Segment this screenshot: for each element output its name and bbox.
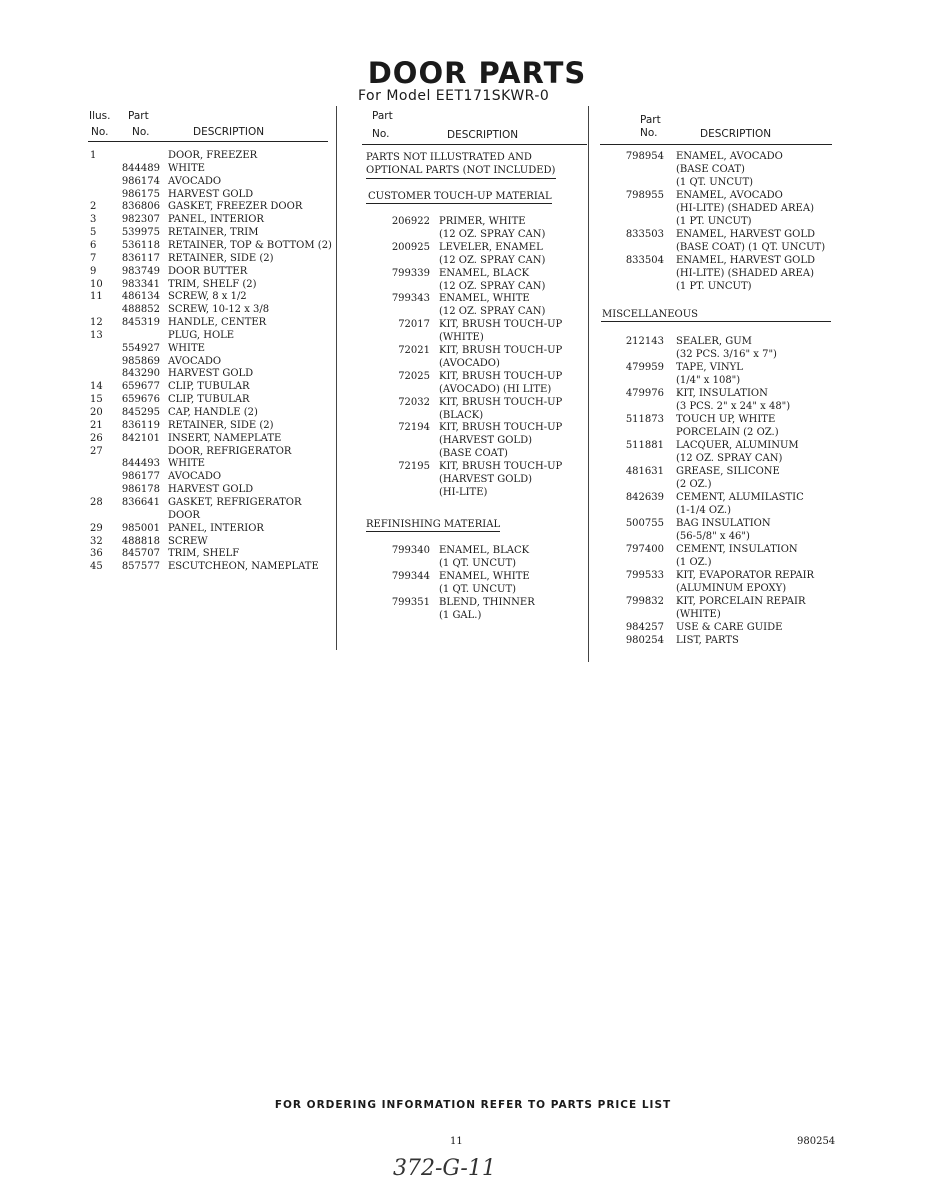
part-description: ENAMEL, HARVEST GOLD (676, 229, 815, 240)
part-description: KIT, BRUSH TOUCH-UP (439, 461, 563, 473)
part-description: (AVOCADO) (HI LITE) (439, 383, 552, 395)
section-heading: MISCELLANEOUS (602, 309, 699, 320)
part-description: CLIP, TUBULAR (168, 381, 250, 393)
intro-underline (366, 178, 556, 179)
illus-number: 15 (90, 394, 103, 406)
part-description: DOOR BUTTER (168, 265, 248, 277)
part-description: (1 PT. UNCUT) (676, 216, 752, 227)
illus-number: 1 (90, 150, 97, 161)
part-description: HARVEST GOLD (168, 484, 254, 496)
part-description: ENAMEL, WHITE (439, 293, 530, 305)
illus-number: 5 (90, 227, 97, 239)
part-number: 842639 (625, 492, 664, 503)
part-description: GREASE, SILICONE (676, 466, 780, 477)
part-number: 836641 (121, 496, 160, 508)
part-description: BLEND, THINNER (439, 596, 535, 608)
part-number: 500755 (625, 518, 664, 529)
part-description: SEALER, GUM (676, 336, 752, 347)
part-description: TRIM, SHELF (168, 548, 240, 560)
part-number: 488818 (121, 535, 160, 547)
col1-illus-header: No. (91, 126, 109, 138)
col3-part-header: No. (640, 127, 658, 139)
part-number: 836806 (121, 201, 160, 213)
col1-desc-header: DESCRIPTION (193, 126, 265, 138)
part-description: KIT, BRUSH TOUCH-UP (439, 319, 563, 331)
col2-header-rule (362, 144, 587, 145)
part-description: (1 QT. UNCUT) (439, 557, 517, 569)
part-description: (BASE COAT) (676, 164, 745, 175)
part-description: PLUG, HOLE (168, 329, 235, 341)
part-description: RETAINER, TOP & BOTTOM (2) (168, 239, 332, 251)
part-description: (56-5/8" x 46") (676, 531, 750, 542)
part-description: (1 OZ.) (676, 557, 712, 568)
part-description: (1-1/4 OZ.) (676, 505, 731, 516)
part-number: 659676 (121, 394, 160, 406)
part-number: 511881 (625, 440, 664, 451)
col1-header-rule (88, 141, 328, 142)
part-description: DOOR (168, 509, 200, 521)
part-number: 799351 (391, 596, 430, 608)
part-description: AVOCADO (168, 471, 222, 483)
ordering-note: FOR ORDERING INFORMATION REFER TO PARTS PRICE LIST (274, 1099, 672, 1111)
illus-number: 45 (90, 561, 103, 573)
part-description: BAG INSULATION (676, 518, 771, 529)
part-description: (ALUMINUM EPOXY) (676, 583, 787, 594)
part-description: ENAMEL, AVOCADO (676, 151, 783, 162)
part-number: 659677 (121, 381, 160, 393)
part-number: 833503 (625, 229, 664, 240)
part-number: 833504 (625, 255, 664, 266)
illus-number: 3 (90, 214, 97, 226)
part-description: KIT, EVAPORATOR REPAIR (676, 570, 815, 581)
part-description: TOUCH UP, WHITE (676, 414, 776, 425)
part-number: 985001 (121, 522, 160, 534)
illus-number: 32 (90, 535, 103, 547)
document-code: 980254 (797, 1136, 836, 1147)
part-number: 986175 (121, 188, 160, 200)
part-number: 206922 (391, 216, 430, 227)
illus-number: 28 (90, 496, 103, 508)
part-description: (AVOCADO) (439, 357, 500, 369)
page-number: 11 (450, 1136, 463, 1147)
part-description: (HARVEST GOLD) (439, 435, 532, 447)
part-description: KIT, BRUSH TOUCH-UP (439, 422, 563, 434)
part-description: (WHITE) (676, 609, 721, 620)
part-number: 72032 (398, 396, 430, 408)
illus-number: 12 (90, 317, 103, 329)
part-number: 798955 (625, 190, 664, 201)
page-title: DOOR PARTS (367, 56, 587, 90)
illus-number: 29 (90, 522, 103, 534)
part-number: 486134 (121, 291, 160, 303)
part-description: (HI-LITE) (SHADED AREA) (676, 268, 814, 279)
part-description: (HI-LITE) (439, 486, 488, 498)
part-description: (1 GAL.) (439, 609, 482, 621)
part-description: (32 PCS. 3/16" x 7") (676, 349, 777, 360)
part-number: 488852 (121, 304, 160, 316)
part-number: 72194 (398, 422, 430, 434)
part-description: RETAINER, SIDE (2) (168, 419, 274, 431)
part-description: (12 OZ. SPRAY CAN) (439, 228, 546, 240)
part-description: CEMENT, INSULATION (676, 544, 798, 555)
part-description: (1 QT. UNCUT) (676, 177, 754, 188)
part-description: GASKET, REFRIGERATOR (168, 496, 302, 508)
part-number: 72025 (398, 370, 430, 382)
col2-desc-header: DESCRIPTION (447, 129, 519, 141)
part-number: 72017 (398, 319, 430, 331)
part-description: KIT, BRUSH TOUCH-UP (439, 370, 563, 382)
part-description: (1 QT. UNCUT) (439, 583, 517, 595)
part-number: 479959 (625, 362, 664, 373)
part-number: 843290 (121, 368, 160, 380)
col1-illus-header-top: Ilus. (89, 110, 111, 122)
part-number: 984257 (625, 622, 664, 633)
intro-line: PARTS NOT ILLUSTRATED AND (366, 152, 532, 163)
part-number: 799343 (391, 293, 430, 305)
part-number: 797400 (625, 544, 664, 555)
part-number: 845295 (121, 407, 160, 418)
illus-number: 26 (90, 432, 103, 444)
part-number: 980254 (625, 635, 664, 646)
part-description: PRIMER, WHITE (439, 216, 526, 227)
part-description: ENAMEL, BLACK (439, 267, 530, 279)
col1-part-header: No. (132, 126, 150, 138)
part-description: PANEL, INTERIOR (168, 214, 264, 226)
illus-number: 10 (90, 278, 103, 290)
part-number: 479976 (625, 388, 664, 399)
part-description: (12 OZ. SPRAY CAN) (676, 453, 783, 464)
col2-part-header: No. (372, 128, 390, 140)
part-description: HANDLE, CENTER (168, 317, 267, 329)
part-description: (12 OZ. SPRAY CAN) (439, 306, 546, 318)
part-number: 844493 (121, 458, 160, 470)
part-description: KIT, BRUSH TOUCH-UP (439, 345, 563, 356)
part-description: (1/4" x 108") (676, 375, 741, 386)
part-number: 845707 (121, 548, 160, 560)
part-description: INSERT, NAMEPLATE (168, 432, 282, 444)
part-number: 986178 (121, 484, 160, 496)
model-subtitle: For Model EET171SKWR-0 (358, 88, 550, 104)
part-number: 986177 (121, 471, 160, 483)
illus-number: 36 (90, 548, 103, 560)
part-number: 982307 (121, 214, 160, 226)
part-number: 836119 (121, 419, 160, 431)
part-description: USE & CARE GUIDE (676, 622, 783, 633)
part-description: KIT, BRUSH TOUCH-UP (439, 396, 563, 408)
col1-part-header-top: Part (128, 110, 149, 122)
part-description: (WHITE) (439, 332, 484, 344)
part-description: (12 OZ. SPRAY CAN) (439, 280, 546, 292)
part-description: (BASE COAT) (1 QT. UNCUT) (676, 242, 826, 253)
illus-number: 9 (90, 265, 97, 277)
part-description: PANEL, INTERIOR (168, 522, 264, 534)
part-number: 798954 (625, 151, 664, 162)
part-number: 983341 (121, 278, 160, 290)
column-divider-left (336, 106, 337, 650)
section-underline (601, 321, 831, 322)
part-description: (1 PT. UNCUT) (676, 281, 752, 292)
col2-part-header-top: Part (372, 110, 393, 122)
part-description: ENAMEL, WHITE (439, 570, 530, 582)
part-description: TRIM, SHELF (2) (168, 278, 257, 290)
part-description: (HI-LITE) (SHADED AREA) (676, 203, 814, 214)
part-description: RETAINER, SIDE (2) (168, 252, 274, 264)
part-number: 212143 (625, 336, 664, 347)
part-description: (BLACK) (439, 409, 484, 421)
part-number: 799339 (391, 267, 430, 279)
part-description: ENAMEL, BLACK (439, 545, 530, 556)
part-number: 836117 (121, 252, 160, 264)
section-heading: REFINISHING MATERIAL (366, 519, 501, 530)
part-description: CEMENT, ALUMILASTIC (676, 492, 804, 503)
part-description: PORCELAIN (2 OZ.) (676, 427, 779, 438)
part-description: HARVEST GOLD (168, 368, 254, 380)
section-heading: CUSTOMER TOUCH-UP MATERIAL (368, 191, 552, 202)
part-number: 857577 (121, 561, 160, 573)
part-description: SCREW, 10-12 x 3/8 (168, 304, 270, 316)
column-divider-right (588, 106, 589, 662)
part-number: 554927 (121, 342, 160, 354)
part-description: DOOR, REFRIGERATOR (168, 445, 292, 457)
illus-number: 6 (90, 239, 97, 251)
part-number: 799340 (391, 545, 430, 556)
illus-number: 7 (90, 252, 97, 264)
part-number: 799832 (625, 596, 664, 607)
part-number: 72021 (398, 345, 430, 356)
illus-number: 21 (90, 419, 103, 431)
part-description: WHITE (168, 162, 205, 174)
handwritten-note: 372-G-11 (393, 1156, 496, 1181)
part-description: CLIP, TUBULAR (168, 394, 250, 406)
part-description: TAPE, VINYL (676, 362, 743, 373)
part-description: WHITE (168, 458, 205, 470)
illus-number: 27 (90, 445, 103, 457)
col3-header-rule (600, 144, 832, 145)
part-description: (12 OZ. SPRAY CAN) (439, 254, 546, 266)
part-description: RETAINER, TRIM (168, 227, 259, 239)
part-number: 986174 (121, 175, 160, 187)
part-number: 539975 (121, 227, 160, 239)
part-description: HARVEST GOLD (168, 188, 254, 200)
intro-line: OPTIONAL PARTS (NOT INCLUDED) (366, 165, 556, 176)
part-description: ENAMEL, AVOCADO (676, 190, 783, 201)
col3-part-header-top: Part (640, 114, 661, 126)
part-number: 536118 (121, 239, 160, 251)
part-description: GASKET, FREEZER DOOR (168, 201, 303, 213)
part-number: 844489 (121, 162, 160, 174)
part-description: SCREW (168, 535, 208, 547)
part-description: ESCUTCHEON, NAMEPLATE (168, 561, 319, 573)
part-description: (HARVEST GOLD) (439, 474, 532, 485)
part-number: 481631 (625, 466, 664, 477)
part-description: AVOCADO (168, 355, 222, 367)
part-description: SCREW, 8 x 1/2 (168, 291, 247, 303)
part-description: LIST, PARTS (676, 635, 739, 646)
part-description: WHITE (168, 342, 205, 354)
part-number: 72195 (398, 461, 430, 473)
part-description: (2 OZ.) (676, 479, 712, 490)
part-number: 511873 (625, 414, 664, 425)
part-description: LEVELER, ENAMEL (439, 241, 543, 253)
part-number: 985869 (121, 355, 160, 367)
part-description: LACQUER, ALUMINUM (676, 440, 799, 451)
part-description: KIT, INSULATION (676, 388, 768, 399)
illus-number: 13 (90, 329, 103, 341)
part-number: 799533 (625, 570, 664, 581)
part-number: 983749 (121, 265, 160, 277)
section-underline (366, 203, 552, 204)
part-number: 799344 (391, 570, 430, 582)
section-underline (366, 531, 500, 532)
part-number: 200925 (391, 241, 430, 253)
part-description: (3 PCS. 2" x 24" x 48") (676, 401, 791, 412)
illus-number: 20 (90, 407, 103, 418)
part-description: KIT, PORCELAIN REPAIR (676, 596, 806, 607)
col3-desc-header: DESCRIPTION (700, 128, 772, 140)
illus-number: 2 (90, 201, 97, 213)
part-description: DOOR, FREEZER (168, 150, 258, 161)
part-description: AVOCADO (168, 175, 222, 187)
part-description: ENAMEL, HARVEST GOLD (676, 255, 815, 266)
part-number: 842101 (121, 432, 160, 444)
part-number: 845319 (121, 317, 160, 329)
part-description: (BASE COAT) (439, 448, 508, 460)
part-description: CAP, HANDLE (2) (168, 407, 258, 418)
illus-number: 14 (90, 381, 103, 393)
illus-number: 11 (90, 291, 103, 303)
